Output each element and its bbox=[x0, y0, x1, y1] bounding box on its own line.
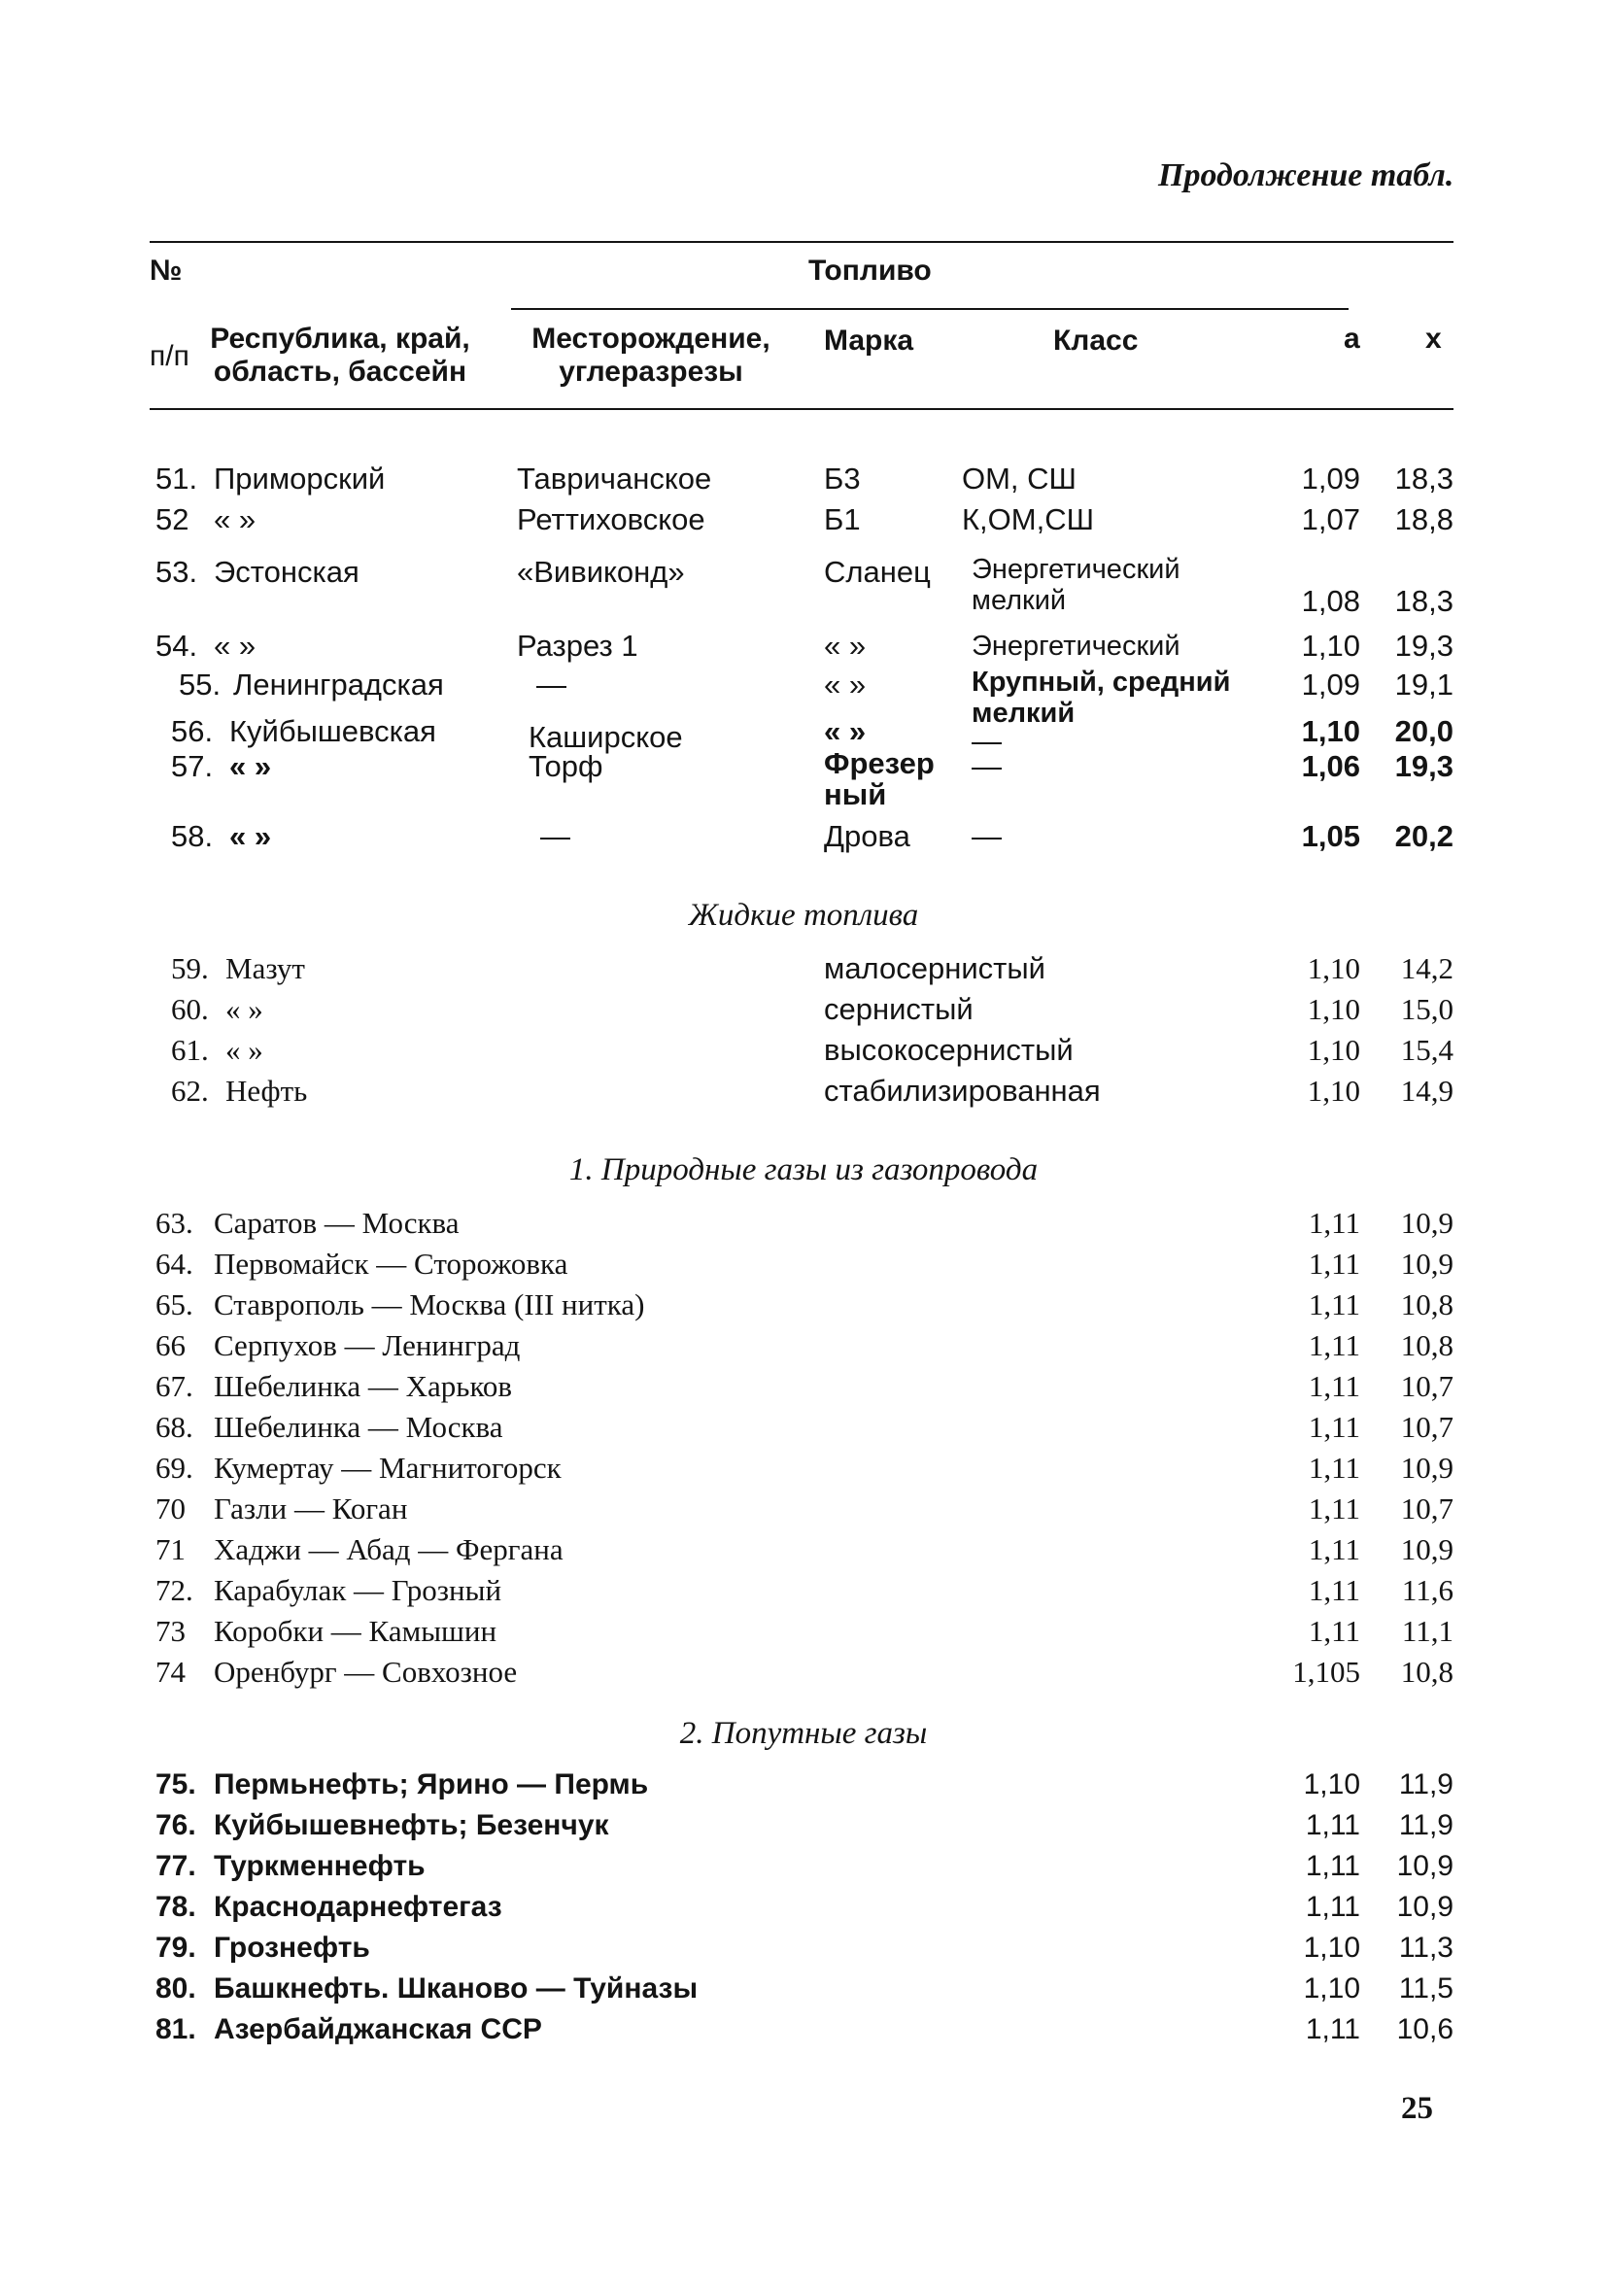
section-title-liquid: Жидкие топлива bbox=[688, 898, 919, 933]
row-a: 1,09 bbox=[1301, 668, 1360, 702]
header-fuel: Топливо bbox=[808, 255, 932, 287]
row-deposit: Разрез 1 bbox=[517, 629, 638, 663]
row-number: 56. bbox=[171, 714, 214, 748]
row-region: Приморский bbox=[214, 462, 386, 496]
row-a: 1,105 bbox=[1292, 1655, 1360, 1689]
row-name: Мазут bbox=[225, 951, 305, 985]
row-a: 1,10 bbox=[1307, 951, 1360, 985]
table-row bbox=[0, 1205, 1607, 1244]
row-name: Коробки — Камышин bbox=[214, 1614, 497, 1648]
row-x: 11,5 bbox=[1398, 1972, 1453, 2005]
row-x: 10,8 bbox=[1400, 1287, 1453, 1321]
row-number: 73 bbox=[155, 1614, 186, 1648]
header-class: Класс bbox=[1053, 325, 1139, 357]
row-x: 10,9 bbox=[1400, 1247, 1453, 1281]
row-number: 70 bbox=[155, 1491, 186, 1525]
row-class: Энергетический bbox=[972, 631, 1180, 662]
page-number: 25 bbox=[1401, 2091, 1433, 2126]
row-name: Краснодарнефтегаз bbox=[214, 1891, 502, 1923]
row-number: 75. bbox=[155, 1768, 196, 1800]
row-class: Крупный, средний мелкий bbox=[972, 667, 1231, 729]
row-deposit: «Вивиконд» bbox=[517, 555, 685, 589]
row-a: 1,11 bbox=[1305, 1891, 1360, 1923]
row-number: 68. bbox=[155, 1410, 193, 1444]
row-a: 1,06 bbox=[1301, 749, 1360, 783]
row-a: 1,08 bbox=[1301, 584, 1360, 618]
row-number: 66 bbox=[155, 1328, 186, 1362]
row-number: 57. bbox=[171, 749, 214, 783]
row-name: Оренбург — Совхозное bbox=[214, 1655, 518, 1689]
table-row bbox=[0, 1531, 1607, 1570]
row-x: 11,3 bbox=[1398, 1932, 1453, 1964]
table-row bbox=[0, 1450, 1607, 1489]
row-name: Газли — Коган bbox=[214, 1491, 408, 1525]
row-a: 1,11 bbox=[1305, 1850, 1360, 1882]
row-class: — bbox=[972, 749, 1002, 783]
header-fuel-rule bbox=[511, 308, 1349, 310]
row-x: 10,9 bbox=[1400, 1451, 1453, 1485]
row-number: 78. bbox=[155, 1891, 196, 1923]
row-mark: Дрова bbox=[824, 819, 910, 853]
row-name: Кумертау — Магнитогорск bbox=[214, 1451, 562, 1485]
row-a: 1,11 bbox=[1308, 1328, 1360, 1362]
table-row bbox=[0, 501, 1607, 540]
table-row bbox=[0, 950, 1607, 989]
row-number: 53. bbox=[155, 555, 198, 589]
row-mark: « » bbox=[824, 714, 867, 748]
row-x: 10,9 bbox=[1396, 1850, 1453, 1882]
row-x: 11,9 bbox=[1398, 1809, 1453, 1841]
row-a: 1,11 bbox=[1308, 1614, 1360, 1648]
row-class: К,ОМ,СШ bbox=[962, 502, 1095, 536]
row-number: 65. bbox=[155, 1287, 193, 1321]
row-a: 1,11 bbox=[1308, 1369, 1360, 1403]
row-x: 11,6 bbox=[1401, 1573, 1453, 1607]
table-row bbox=[0, 1073, 1607, 1112]
row-region: « » bbox=[214, 502, 256, 536]
row-name: « » bbox=[225, 992, 263, 1026]
row-region: « » bbox=[229, 819, 272, 853]
row-mark: « » bbox=[824, 668, 867, 702]
row-x: 15,0 bbox=[1400, 992, 1453, 1026]
table-row bbox=[0, 1613, 1607, 1652]
row-name: Хаджи — Абад — Фергана bbox=[214, 1532, 564, 1566]
header-number-sub: п/п bbox=[150, 340, 189, 372]
row-a: 1,11 bbox=[1308, 1287, 1360, 1321]
row-a: 1,10 bbox=[1303, 1972, 1360, 2005]
row-x: 14,2 bbox=[1400, 951, 1453, 985]
row-a: 1,05 bbox=[1301, 819, 1360, 853]
row-x: 10,9 bbox=[1400, 1532, 1453, 1566]
table-row bbox=[0, 1970, 1607, 2009]
row-x: 10,9 bbox=[1400, 1206, 1453, 1240]
table-row bbox=[0, 1368, 1607, 1407]
row-a: 1,11 bbox=[1305, 1809, 1360, 1841]
row-name: Серпухов — Ленинград bbox=[214, 1328, 521, 1362]
row-name: Туркменнефть bbox=[214, 1850, 426, 1882]
row-deposit: Реттиховское bbox=[517, 502, 705, 536]
row-number: 77. bbox=[155, 1850, 196, 1882]
row-class: — bbox=[972, 819, 1002, 853]
row-x: 18,3 bbox=[1394, 584, 1453, 618]
row-number: 69. bbox=[155, 1451, 193, 1485]
row-deposit: Каширское bbox=[529, 720, 683, 754]
header-x: x bbox=[1425, 323, 1442, 355]
row-a: 1,10 bbox=[1307, 992, 1360, 1026]
row-deposit: — bbox=[540, 819, 570, 853]
table-continuation-caption: Продолжение табл. bbox=[1158, 157, 1454, 193]
row-deposit: Торф bbox=[529, 749, 603, 783]
row-class: — bbox=[972, 724, 1002, 758]
row-a: 1,10 bbox=[1301, 629, 1360, 663]
row-name: Грознефть bbox=[214, 1932, 370, 1964]
row-name: Первомайск — Сторожовка bbox=[214, 1247, 568, 1281]
row-description: стабилизированная bbox=[824, 1074, 1101, 1108]
row-a: 1,10 bbox=[1303, 1932, 1360, 1964]
row-x: 10,7 bbox=[1400, 1410, 1453, 1444]
row-name: Нефть bbox=[225, 1074, 308, 1108]
row-x: 11,1 bbox=[1401, 1614, 1453, 1648]
row-deposit: Тавричанское bbox=[517, 462, 712, 496]
row-name: Азербайджанская ССР bbox=[214, 2013, 542, 2045]
row-description: высокосернистый bbox=[824, 1033, 1074, 1067]
row-number: 54. bbox=[155, 629, 198, 663]
row-number: 79. bbox=[155, 1932, 196, 1964]
row-x: 10,6 bbox=[1396, 2013, 1453, 2045]
row-description: сернистый bbox=[824, 992, 974, 1026]
table-row bbox=[0, 1032, 1607, 1071]
header-region: Республика, край, область, бассейн bbox=[210, 323, 470, 388]
row-x: 10,9 bbox=[1396, 1891, 1453, 1923]
row-number: 61. bbox=[171, 1033, 209, 1067]
row-x: 10,7 bbox=[1400, 1491, 1453, 1525]
row-a: 1,11 bbox=[1308, 1247, 1360, 1281]
table-row bbox=[0, 1491, 1607, 1529]
row-mark: Сланец bbox=[824, 555, 931, 589]
header-a: a bbox=[1344, 323, 1360, 355]
row-a: 1,11 bbox=[1305, 2013, 1360, 2045]
row-a: 1,10 bbox=[1303, 1768, 1360, 1800]
row-name: Ставрополь — Москва (III нитка) bbox=[214, 1287, 645, 1321]
table-row bbox=[0, 1930, 1607, 1969]
table-row bbox=[0, 2011, 1607, 2050]
row-x: 19,1 bbox=[1394, 668, 1453, 702]
row-number: 58. bbox=[171, 819, 214, 853]
row-a: 1,07 bbox=[1301, 502, 1360, 536]
row-number: 55. bbox=[179, 668, 222, 702]
row-x: 10,7 bbox=[1400, 1369, 1453, 1403]
header-number: № bbox=[150, 255, 183, 287]
row-mark: Б3 bbox=[824, 462, 861, 496]
row-a: 1,11 bbox=[1308, 1451, 1360, 1485]
row-number: 64. bbox=[155, 1247, 193, 1281]
row-a: 1,10 bbox=[1307, 1033, 1360, 1067]
table-row bbox=[0, 554, 1607, 624]
row-mark: « » bbox=[824, 629, 867, 663]
row-number: 67. bbox=[155, 1369, 193, 1403]
row-x: 14,9 bbox=[1400, 1074, 1453, 1108]
table-row bbox=[0, 713, 1607, 758]
row-name: Шебелинка — Москва bbox=[214, 1410, 503, 1444]
row-x: 10,8 bbox=[1400, 1655, 1453, 1689]
header-bottom-rule bbox=[150, 408, 1453, 410]
row-x: 18,8 bbox=[1394, 502, 1453, 536]
row-a: 1,10 bbox=[1307, 1074, 1360, 1108]
row-name: Башкнефть. Шканово — Туйназы bbox=[214, 1972, 699, 2005]
table-row bbox=[0, 461, 1607, 499]
row-a: 1,11 bbox=[1308, 1532, 1360, 1566]
row-x: 10,8 bbox=[1400, 1328, 1453, 1362]
table-row bbox=[0, 1654, 1607, 1693]
row-number: 74 bbox=[155, 1655, 186, 1689]
row-name: Пермьнефть; Ярино — Пермь bbox=[214, 1768, 649, 1800]
row-x: 15,4 bbox=[1400, 1033, 1453, 1067]
table-row bbox=[0, 1286, 1607, 1325]
table-row bbox=[0, 1848, 1607, 1887]
row-x: 19,3 bbox=[1394, 629, 1453, 663]
table-row bbox=[0, 991, 1607, 1030]
row-number: 80. bbox=[155, 1972, 196, 2005]
table-row bbox=[0, 1572, 1607, 1611]
row-a: 1,11 bbox=[1308, 1491, 1360, 1525]
table-row bbox=[0, 748, 1607, 818]
row-a: 1,11 bbox=[1308, 1410, 1360, 1444]
row-name: Куйбышевнефть; Безенчук bbox=[214, 1809, 609, 1841]
row-description: малосернистый bbox=[824, 951, 1045, 985]
table-row bbox=[0, 1327, 1607, 1366]
row-a: 1,10 bbox=[1301, 714, 1360, 748]
row-deposit: — bbox=[536, 668, 566, 702]
table-row bbox=[0, 1246, 1607, 1285]
row-number: 52 bbox=[155, 502, 189, 536]
section-title-associated-gas: 2. Попутные газы bbox=[679, 1716, 928, 1751]
row-name: « » bbox=[225, 1033, 263, 1067]
row-x: 18,3 bbox=[1394, 462, 1453, 496]
row-number: 62. bbox=[171, 1074, 209, 1108]
row-region: Эстонская bbox=[214, 555, 359, 589]
row-class: Энергетический мелкий bbox=[972, 554, 1180, 616]
row-number: 59. bbox=[171, 951, 209, 985]
row-number: 63. bbox=[155, 1206, 193, 1240]
row-number: 51. bbox=[155, 462, 198, 496]
row-region: « » bbox=[214, 629, 256, 663]
row-number: 72. bbox=[155, 1573, 193, 1607]
table-row bbox=[0, 1409, 1607, 1448]
table-row bbox=[0, 628, 1607, 667]
header-top-rule bbox=[150, 241, 1453, 243]
row-a: 1,11 bbox=[1308, 1206, 1360, 1240]
table-row bbox=[0, 1766, 1607, 1805]
row-x: 19,3 bbox=[1394, 749, 1453, 783]
row-a: 1,09 bbox=[1301, 462, 1360, 496]
row-mark: Фрезерный bbox=[824, 746, 935, 811]
row-region: Ленинградская bbox=[233, 668, 444, 702]
section-title-natural-gas: 1. Природные газы из газопровода bbox=[568, 1152, 1039, 1187]
row-region: « » bbox=[229, 749, 272, 783]
row-number: 71 bbox=[155, 1532, 186, 1566]
table-row bbox=[0, 818, 1607, 857]
table-row bbox=[0, 1889, 1607, 1928]
header-mark: Марка bbox=[824, 325, 914, 357]
row-x: 11,9 bbox=[1398, 1768, 1453, 1800]
row-name: Шебелинка — Харьков bbox=[214, 1369, 513, 1403]
table-row bbox=[0, 1807, 1607, 1846]
row-x: 20,0 bbox=[1394, 714, 1453, 748]
row-region: Куйбышевская bbox=[229, 714, 436, 748]
header-deposit: Месторождение, углеразрезы bbox=[531, 323, 770, 388]
row-x: 20,2 bbox=[1394, 819, 1453, 853]
row-a: 1,11 bbox=[1308, 1573, 1360, 1607]
row-name: Саратов — Москва bbox=[214, 1206, 460, 1240]
row-name: Карабулак — Грозный bbox=[214, 1573, 502, 1607]
row-number: 81. bbox=[155, 2013, 196, 2045]
row-number: 76. bbox=[155, 1809, 196, 1841]
row-class: ОМ, СШ bbox=[962, 462, 1077, 496]
row-mark: Б1 bbox=[824, 502, 861, 536]
row-number: 60. bbox=[171, 992, 209, 1026]
